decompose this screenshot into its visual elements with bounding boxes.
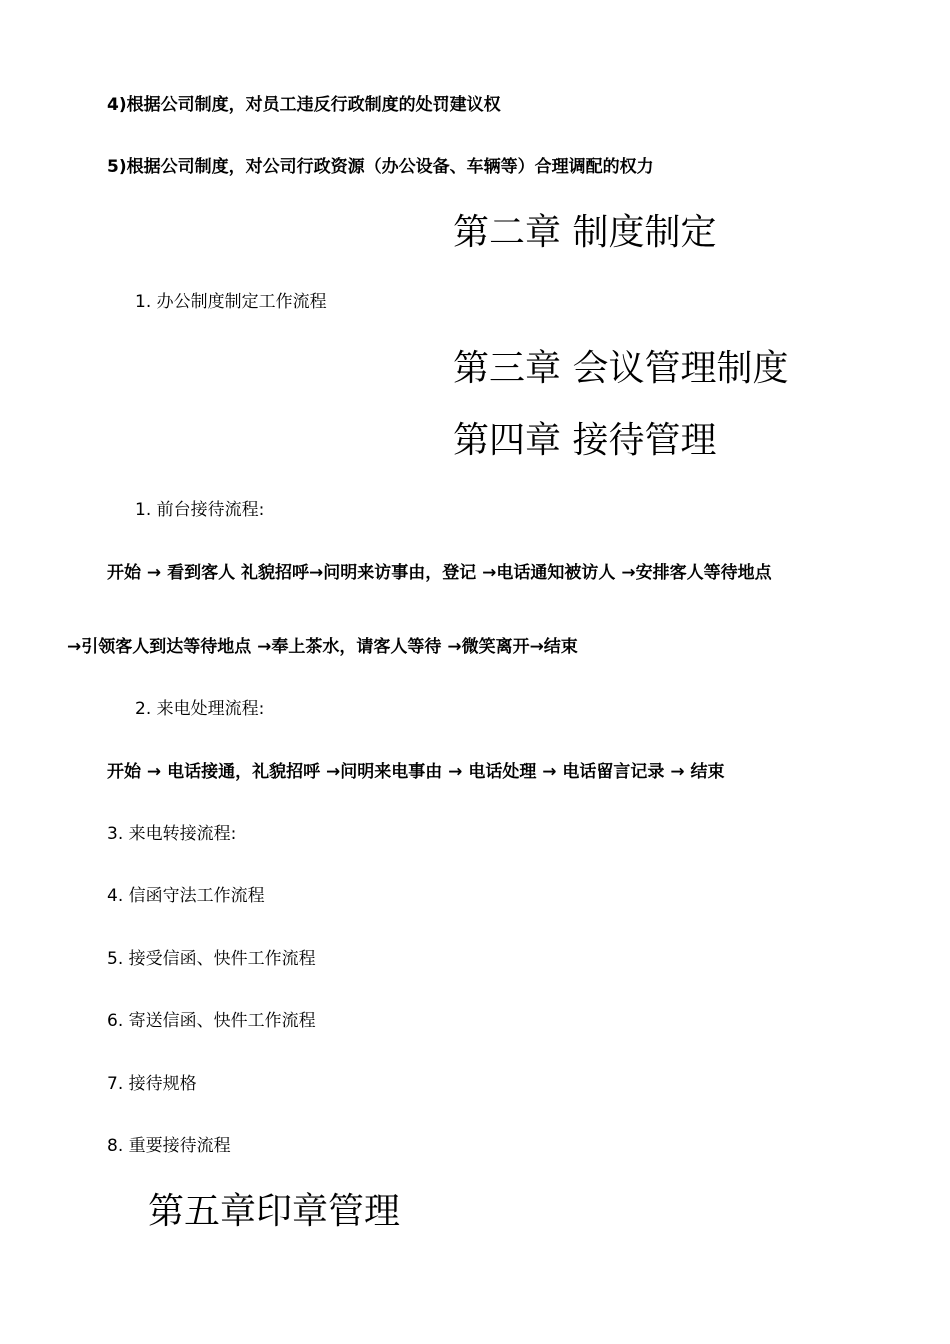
chapter-4-item-1: 1. 前台接待流程: bbox=[135, 500, 265, 520]
chapter-4-heading: 第四章 接待管理 bbox=[453, 420, 717, 461]
chapter-4-item-4: 4. 信函守法工作流程 bbox=[107, 886, 265, 906]
chapter-4-item-7: 7. 接待规格 bbox=[107, 1074, 197, 1094]
chapter-4-item-3: 3. 来电转接流程: bbox=[107, 824, 237, 844]
call-flow-line: 开始 → 电话接通，礼貌招呼 →问明来电事由 → 电话处理 → 电话留言记录 → 结束 bbox=[107, 762, 725, 782]
chapter-4-item-2: 2. 来电处理流程: bbox=[135, 699, 265, 719]
chapter-4-item-5: 5. 接受信函、快件工作流程 bbox=[107, 949, 316, 969]
chapter-2-item-1: 1. 办公制度制定工作流程 bbox=[135, 292, 327, 312]
reception-flow-line-2: →引领客人到达等待地点 →奉上茶水，请客人等待 →微笑离开→结束 bbox=[67, 637, 578, 657]
chapter-3-heading: 第三章 会议管理制度 bbox=[453, 348, 789, 389]
chapter-4-item-6: 6. 寄送信函、快件工作流程 bbox=[107, 1011, 316, 1031]
reception-flow-line-1: 开始 → 看到客人 礼貌招呼→问明来访事由，登记 →电话通知被访人 →安排客人等待地点 bbox=[107, 563, 772, 583]
chapter-2-heading: 第二章 制度制定 bbox=[453, 212, 717, 253]
permission-item-5: 5)根据公司制度，对公司行政资源（办公设备、车辆等）合理调配的权力 bbox=[107, 157, 654, 177]
chapter-5-heading: 第五章印章管理 bbox=[148, 1191, 401, 1232]
chapter-4-item-8: 8. 重要接待流程 bbox=[107, 1136, 231, 1156]
permission-item-4: 4)根据公司制度，对员工违反行政制度的处罚建议权 bbox=[107, 95, 501, 115]
